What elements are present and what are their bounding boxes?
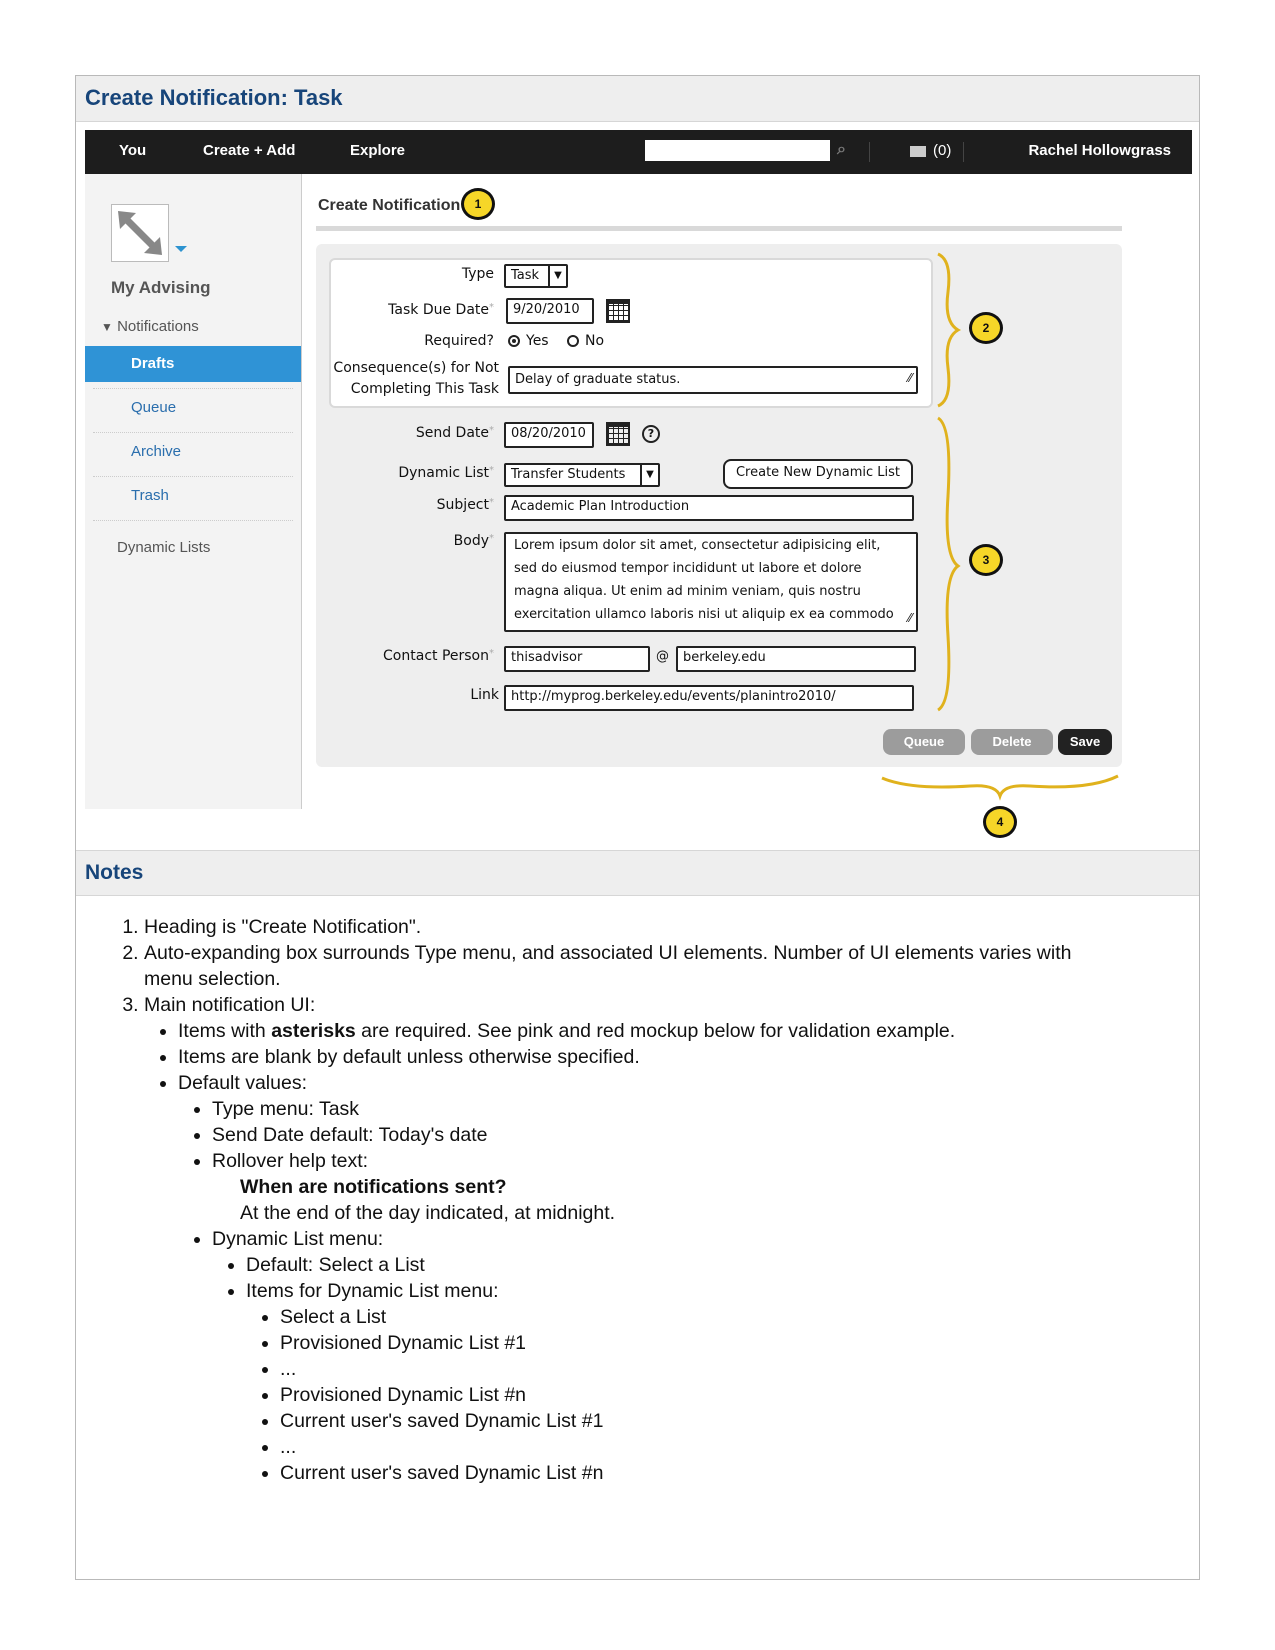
required-asterisk: * bbox=[489, 533, 494, 544]
required-asterisk: * bbox=[489, 302, 494, 313]
note-3-default-values bbox=[178, 1070, 1116, 1486]
sidebar-item-drafts[interactable]: Drafts bbox=[85, 346, 301, 382]
task-due-date-label-text: Task Due Date bbox=[388, 302, 489, 318]
subject-input[interactable]: Academic Plan Introduction bbox=[504, 495, 914, 521]
callout-3: 3 bbox=[969, 544, 1003, 576]
required-label: Required? bbox=[424, 333, 494, 349]
dynamic-list-select[interactable] bbox=[504, 463, 660, 487]
link-label: Link bbox=[470, 687, 499, 703]
avatar[interactable] bbox=[111, 204, 169, 262]
default-rollover-help bbox=[212, 1148, 1116, 1226]
type-select-value: Task bbox=[511, 268, 540, 283]
calendar-icon-top bbox=[606, 299, 630, 304]
task-due-date-label bbox=[356, 302, 494, 318]
dynamic-list-label-text: Dynamic List bbox=[398, 465, 489, 481]
list-item: • Provisioned Dynamic List #1 bbox=[280, 1330, 1116, 1356]
note-3-asterisks-pre: Items with bbox=[178, 1020, 272, 1042]
note-3-asterisks-bold: asterisks bbox=[271, 1020, 356, 1042]
callout-1: 1 bbox=[461, 188, 495, 220]
create-new-dynamic-list-button[interactable]: Create New Dynamic List bbox=[723, 459, 913, 489]
sidebar-item-queue[interactable]: Queue bbox=[131, 399, 177, 416]
top-nav-bar bbox=[85, 130, 1192, 174]
dynamic-list-menu-text: Dynamic List menu: bbox=[212, 1228, 384, 1250]
resize-handle-icon[interactable]: ⁄⁄ bbox=[907, 371, 912, 385]
sidebar-item-archive[interactable]: Archive bbox=[131, 443, 182, 460]
list-item: • Select a List bbox=[280, 1304, 1116, 1330]
body-label-text: Body bbox=[453, 533, 489, 549]
body-label bbox=[356, 533, 494, 549]
rollover-help-answer: At the end of the day indicated, at midnight. bbox=[240, 1202, 616, 1224]
resize-handle-icon[interactable]: ⁄⁄ bbox=[907, 611, 912, 625]
nav-divider bbox=[869, 142, 870, 162]
dynamic-list-value: Transfer Students bbox=[511, 467, 626, 482]
content-heading: Create Notification bbox=[318, 197, 461, 214]
nav-you[interactable]: You bbox=[119, 142, 147, 159]
resize-arrow-icon bbox=[112, 205, 168, 261]
default-dynamic-list-menu bbox=[212, 1226, 1116, 1486]
note-3-sublist bbox=[144, 1018, 1116, 1486]
user-menu[interactable]: Rachel Hollowgrass bbox=[1028, 142, 1171, 159]
send-date-input[interactable]: 08/20/2010 bbox=[504, 422, 594, 448]
required-asterisk: * bbox=[489, 425, 494, 436]
sidebar bbox=[85, 174, 302, 809]
divider bbox=[93, 432, 293, 433]
mail-count[interactable]: (0) bbox=[933, 142, 952, 159]
required-yes-radio[interactable] bbox=[508, 335, 520, 347]
divider bbox=[93, 388, 293, 389]
consequence-textarea[interactable] bbox=[508, 366, 918, 394]
sidebar-item-trash[interactable]: Trash bbox=[131, 487, 169, 504]
required-asterisk: * bbox=[489, 497, 494, 508]
calendar-icon-top bbox=[606, 422, 630, 427]
contact-user-input[interactable]: thisadvisor bbox=[504, 646, 650, 672]
consequence-label bbox=[331, 358, 499, 400]
queue-button[interactable]: Queue bbox=[883, 729, 965, 755]
dynamic-list-items-list bbox=[246, 1304, 1116, 1486]
send-date-label-text: Send Date bbox=[415, 425, 489, 441]
list-item: • ... bbox=[280, 1434, 1116, 1460]
dynamic-list-menu-sublist bbox=[212, 1252, 1116, 1486]
default-values-list bbox=[178, 1096, 1116, 1486]
sidebar-item-dynamic-lists[interactable]: Dynamic Lists bbox=[117, 539, 211, 556]
nav-divider bbox=[963, 142, 964, 162]
type-select[interactable] bbox=[504, 264, 568, 288]
note-3-text: Main notification UI: bbox=[144, 994, 316, 1016]
rollover-help-text: Rollover help text: bbox=[212, 1150, 369, 1172]
notes-list bbox=[116, 914, 1116, 1486]
contact-person-label-text: Contact Person bbox=[383, 648, 489, 664]
note-3-asterisks-post: are required. See pink and red mockup below for validation example. bbox=[355, 1020, 956, 1042]
default-type-menu: • Type menu: Task bbox=[212, 1096, 1116, 1122]
page-header bbox=[76, 76, 1199, 122]
search-input[interactable] bbox=[645, 140, 830, 161]
dropdown-arrow-icon: ▼ bbox=[640, 465, 658, 485]
subject-label bbox=[356, 497, 494, 513]
delete-button[interactable]: Delete bbox=[971, 729, 1053, 755]
required-asterisk: * bbox=[489, 648, 494, 659]
consequence-label-line-2: Completing This Task bbox=[350, 381, 499, 397]
callout-4: 4 bbox=[983, 806, 1017, 838]
callout-2: 2 bbox=[969, 312, 1003, 344]
consequence-label-line-1: Consequence(s) for Not bbox=[333, 360, 499, 376]
contact-domain-input[interactable]: berkeley.edu bbox=[676, 646, 916, 672]
mail-icon[interactable] bbox=[910, 146, 926, 157]
notes-title: Notes bbox=[85, 861, 144, 884]
nav-create-add[interactable]: Create + Add bbox=[203, 142, 296, 159]
note-3 bbox=[144, 992, 1116, 1486]
type-label: Type bbox=[461, 266, 494, 282]
brace-annotation-3 bbox=[934, 416, 964, 712]
subject-label-text: Subject bbox=[436, 497, 489, 513]
sidebar-group-label: Notifications bbox=[117, 318, 199, 335]
list-item: • Provisioned Dynamic List #n bbox=[280, 1382, 1116, 1408]
divider bbox=[93, 476, 293, 477]
dynamic-list-label bbox=[356, 465, 494, 481]
link-input[interactable]: http://myprog.berkeley.edu/events/planintro2010/ bbox=[504, 685, 914, 711]
page-title: Create Notification: Task bbox=[85, 85, 343, 110]
help-icon[interactable]: ? bbox=[642, 425, 660, 443]
brace-annotation-2 bbox=[934, 252, 964, 408]
send-date-label bbox=[356, 425, 494, 441]
triangle-down-icon: ▼ bbox=[101, 320, 113, 334]
note-1: 1. Heading is "Create Notification". bbox=[144, 914, 1116, 940]
default-send-date: • Send Date default: Today's date bbox=[212, 1122, 1116, 1148]
note-3-blank-default: • Items are blank by default unless otherwise specified. bbox=[178, 1044, 1116, 1070]
note-3-asterisks bbox=[178, 1018, 1116, 1044]
rollover-help-question bbox=[212, 1174, 1116, 1200]
body-value: Lorem ipsum dolor sit amet, consectetur adipisicing elit, sed do eiusmod tempor incididunt ut labore et dolore magna aliqua. Ut enim ad minim veniam, quis nostru exercitation ullamco laboris nisi ut aliquip ex ea commodo bbox=[514, 538, 894, 622]
notes-body bbox=[116, 914, 1116, 1486]
contact-person-label bbox=[346, 648, 494, 664]
brace-annotation-4 bbox=[880, 772, 1120, 802]
sidebar-title: My Advising bbox=[111, 278, 211, 297]
rollover-question-text: When are notifications sent? bbox=[240, 1176, 507, 1198]
list-item: • Current user's saved Dynamic List #n bbox=[280, 1460, 1116, 1486]
save-button[interactable]: Save bbox=[1058, 729, 1112, 755]
required-no-radio[interactable] bbox=[567, 335, 579, 347]
nav-explore[interactable]: Explore bbox=[350, 142, 406, 159]
dynamic-list-default: • Default: Select a List bbox=[246, 1252, 1116, 1278]
search-icon[interactable]: ⌕ bbox=[837, 141, 846, 158]
consequence-value: Delay of graduate status. bbox=[515, 372, 681, 387]
notes-header bbox=[76, 850, 1199, 896]
heading-rule bbox=[316, 226, 1122, 231]
at-sign: @ bbox=[656, 649, 669, 664]
required-yes-label: Yes bbox=[526, 333, 549, 349]
task-due-date-input[interactable]: 9/20/2010 bbox=[506, 298, 594, 324]
required-no-label: No bbox=[585, 333, 605, 349]
list-item: • Current user's saved Dynamic List #1 bbox=[280, 1408, 1116, 1434]
dynamic-list-items-label: Items for Dynamic List menu: bbox=[246, 1280, 499, 1302]
required-asterisk: * bbox=[489, 465, 494, 476]
dynamic-list-items bbox=[246, 1278, 1116, 1486]
chevron-down-icon[interactable] bbox=[175, 246, 187, 252]
divider bbox=[93, 520, 293, 521]
mockup-document bbox=[75, 75, 1200, 1580]
sidebar-group-notifications[interactable] bbox=[101, 318, 199, 335]
list-item: • ... bbox=[280, 1356, 1116, 1382]
dropdown-arrow-icon: ▼ bbox=[548, 266, 566, 286]
note-2: 2. Auto-expanding box surrounds Type menu, and associated UI elements. Number of UI elements varies with menu selection. bbox=[144, 940, 1116, 992]
note-3-default-values-text: Default values: bbox=[178, 1072, 307, 1094]
